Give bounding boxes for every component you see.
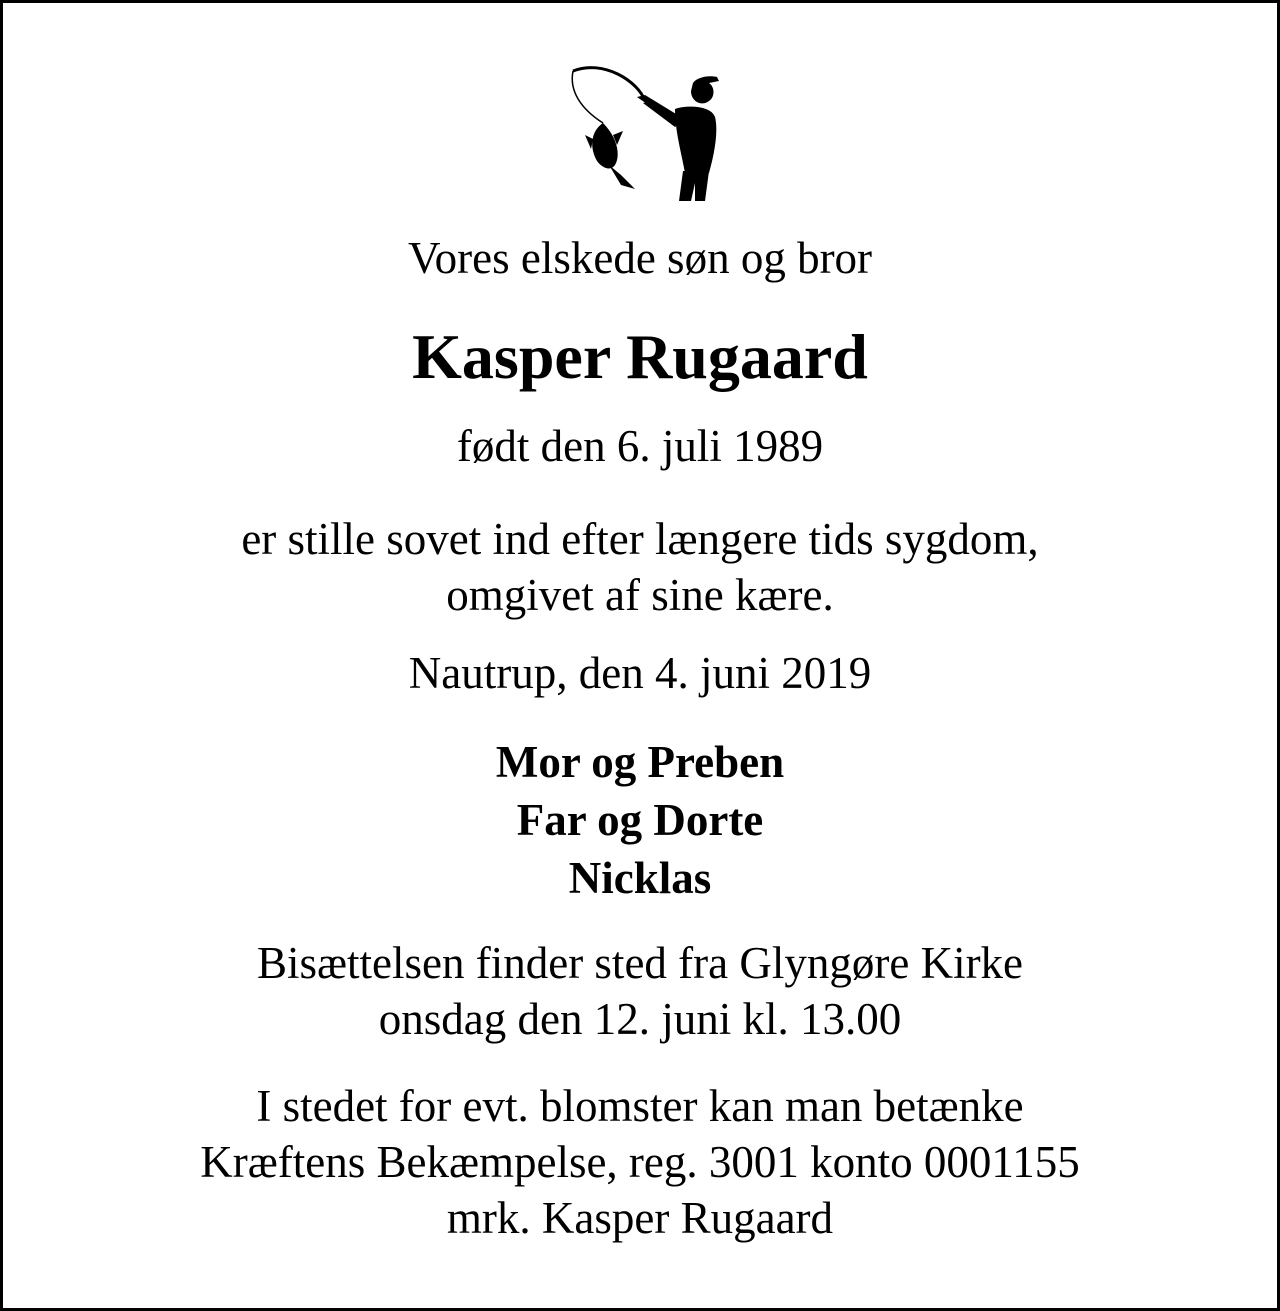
mourner-name: Nicklas <box>568 853 712 903</box>
funeral-line: onsdag den 12. juni kl. 13.00 <box>378 994 902 1044</box>
donation-line: I stedet for evt. blomster kan man betænke <box>256 1081 1024 1131</box>
donation-line: mrk. Kasper Rugaard <box>446 1193 834 1243</box>
birth-date: født den 6. juli 1989 <box>456 421 824 471</box>
passing-text <box>3 511 1277 623</box>
fisherman-with-fish-icon <box>563 61 723 206</box>
intro-text: Vores elskede søn og bror <box>407 233 873 283</box>
funeral-line: Bisættelsen finder sted fra Glyngøre Kirke <box>256 938 1024 988</box>
funeral-details <box>3 935 1277 1047</box>
donation-line: Kræftens Bekæmpelse, reg. 3001 konto 0001155 <box>200 1137 1080 1187</box>
passing-line: omgivet af sine kære. <box>446 570 834 620</box>
mourner-name: Far og Dorte <box>516 795 764 845</box>
mourners-list <box>3 733 1277 907</box>
mourner-name: Mor og Preben <box>495 737 785 787</box>
passing-line: er stille sovet ind efter længere tids sygdom, <box>241 514 1039 564</box>
place-and-date: Nautrup, den 4. juni 2019 <box>408 648 872 698</box>
deceased-name: Kasper Rugaard <box>412 321 868 392</box>
donation-details <box>3 1078 1277 1246</box>
